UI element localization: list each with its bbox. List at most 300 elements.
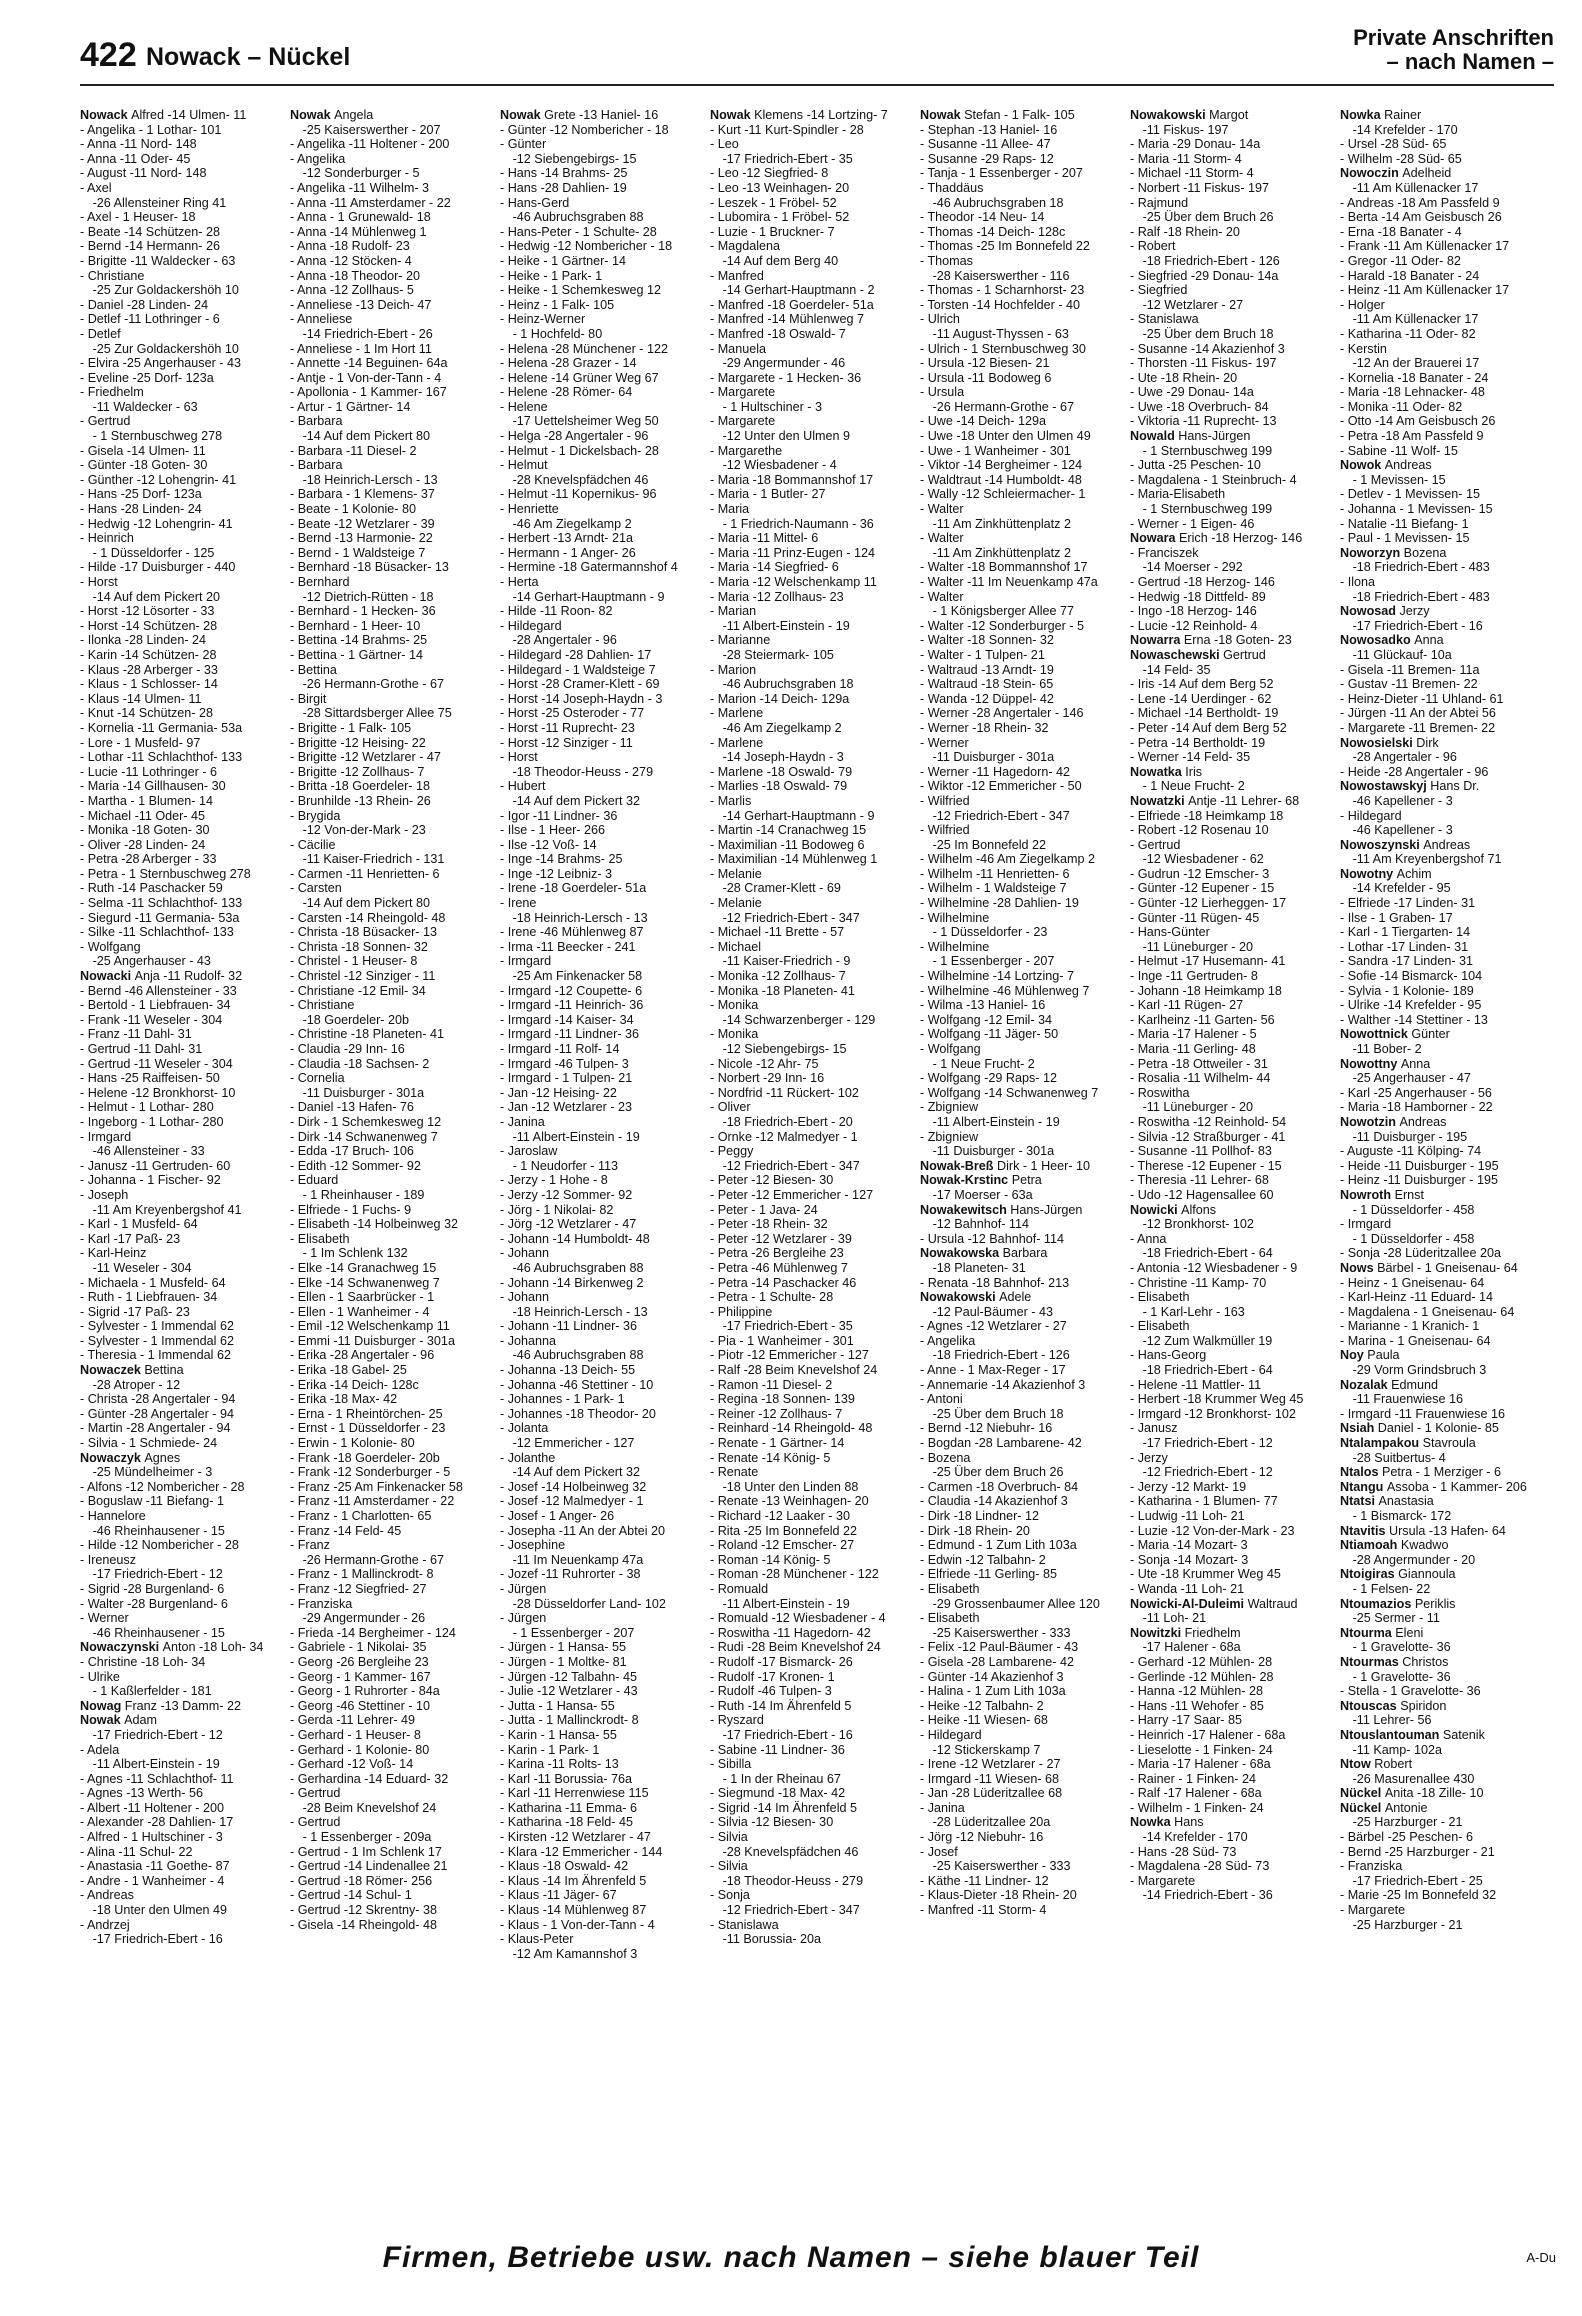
entry-text: -26 Hermann-Grothe - 67	[290, 1552, 444, 1567]
surname: Nowaczyk	[80, 1450, 145, 1465]
entry-text: - Günter -12 Eupener - 15	[1130, 881, 1275, 896]
listing-entry	[920, 1655, 1126, 1670]
entry-text: - Barbara -11 Diesel- 2	[290, 443, 417, 458]
listing-entry	[500, 1670, 706, 1685]
entry-text: -11 Glückauf- 10a	[1340, 647, 1452, 662]
listing-entry	[500, 1582, 706, 1597]
entry-text: -28 Angermunder - 20	[1340, 1552, 1476, 1567]
listing-entry	[80, 560, 286, 575]
listing-entry	[1130, 356, 1336, 371]
listing-entry	[290, 1728, 496, 1743]
listing-entry	[1130, 1203, 1336, 1218]
listing-entry	[500, 750, 706, 765]
entry-text: - Jerzy -12 Sommer- 92	[500, 1187, 633, 1202]
entry-text: - Magdalena - 1 Gneisenau- 64	[1340, 1304, 1515, 1319]
entry-text: - Thomas - 1 Scharnhorst- 23	[920, 283, 1085, 298]
listing-entry	[920, 1640, 1126, 1655]
entry-text: - Horst -12 Sinziger - 11	[500, 735, 633, 750]
listing-entry	[500, 1319, 706, 1334]
listing-entry	[500, 1217, 706, 1232]
entry-text: - Günter -28 Angertaler - 94	[80, 1406, 235, 1421]
listing-entry	[80, 1451, 286, 1466]
entry-text: - Roswitha	[1130, 1085, 1190, 1100]
listing-entry	[1340, 954, 1546, 969]
listing-entry	[500, 444, 706, 459]
entry-text: - Alfons -12 Nombericher - 28	[80, 1479, 245, 1494]
listing-entry	[1130, 1553, 1336, 1568]
listing-entry	[1340, 327, 1546, 342]
entry-text: - Werner	[80, 1611, 129, 1626]
entry-text: - 1 Düsseldorfer - 23	[920, 925, 1048, 940]
listing-entry	[80, 312, 286, 327]
listing-entry	[500, 1451, 706, 1466]
listing-entry	[710, 940, 916, 955]
entry-text: -46 Am Ziegelkamp 2	[500, 516, 632, 531]
listing-entry	[290, 312, 496, 327]
listing-entry	[290, 1801, 496, 1816]
entry-text: - Jolanthe	[500, 1450, 556, 1465]
entry-text: -18 Friedrich-Ebert - 483	[1340, 560, 1490, 575]
entry-text: - Elisabeth	[920, 1581, 980, 1596]
listing-entry	[1340, 794, 1546, 809]
listing-entry	[1130, 969, 1336, 984]
entry-text: - Karl -11 Rügen- 27	[1130, 998, 1244, 1013]
entry-text: - Zbigniew	[920, 1129, 979, 1144]
entry-text: Stefan - 1 Falk- 105	[964, 108, 1075, 122]
listing-entry	[500, 517, 706, 532]
entry-text: -12 Bahnhof- 114	[920, 1217, 1029, 1232]
surname: Ntow	[1340, 1757, 1375, 1772]
listing-entry	[920, 1217, 1126, 1232]
entry-text: - Jürgen	[500, 1611, 547, 1626]
listing-entry	[1130, 1597, 1336, 1612]
listing-entry	[920, 1465, 1126, 1480]
listing-entry	[1130, 1159, 1336, 1174]
entry-text: -14 Friedrich-Ebert - 26	[290, 326, 433, 341]
surname: Nückel	[1340, 1800, 1385, 1815]
listing-entry	[1340, 1378, 1546, 1393]
listing-entry	[290, 1130, 496, 1145]
entry-text: - Anastasia -11 Goethe- 87	[80, 1859, 230, 1874]
listing-entry	[920, 1684, 1126, 1699]
entry-text: - Wilhelmine	[920, 910, 990, 925]
entry-text: Andreas	[1423, 837, 1471, 852]
listing-entry	[500, 969, 706, 984]
entry-text: - Johann -18 Heimkamp 18	[1130, 983, 1282, 998]
entry-text: - Inge -11 Gertruden- 8	[1130, 969, 1258, 984]
entry-text: - Hildegard	[920, 1727, 982, 1742]
entry-text: - Gisela -14 Ulmen- 11	[80, 443, 206, 458]
entry-text: - Anna -11 Amsterdamer - 22	[290, 195, 451, 210]
listing-entry	[80, 1480, 286, 1495]
listing-entry	[80, 458, 286, 473]
listing-entry	[1340, 108, 1546, 123]
listing-entry	[710, 954, 916, 969]
listing-entry	[920, 1815, 1126, 1830]
entry-text: - 1 Kaßlerfelder - 181	[80, 1684, 212, 1699]
entry-text: -12 Stickerskamp 7	[920, 1742, 1041, 1757]
listing-entry	[710, 1144, 916, 1159]
entry-text: -11 Kamp- 102a	[1340, 1742, 1442, 1757]
listing-entry	[290, 371, 496, 386]
listing-entry	[1130, 1232, 1336, 1247]
listing-entry	[710, 487, 916, 502]
entry-text: -28 Angertaler - 96	[1340, 750, 1457, 765]
entry-text: Erna -18 Goten- 23	[1183, 633, 1292, 648]
entry-text: - Erika -28 Angertaler - 96	[290, 1348, 435, 1363]
listing-entry	[80, 1874, 286, 1889]
entry-text: -11 Am Küllenacker 17	[1340, 312, 1479, 327]
listing-entry	[500, 633, 706, 648]
entry-text: - Leo	[710, 137, 739, 152]
listing-entry	[1340, 984, 1546, 999]
entry-text: - Walter -12 Sonderburger - 5	[920, 618, 1085, 633]
listing-entry	[1340, 1713, 1546, 1728]
listing-entry	[1130, 1188, 1336, 1203]
entry-text: -11 Weseler - 304	[80, 1260, 192, 1275]
entry-text: -14 Joseph-Haydn - 3	[710, 750, 844, 765]
entry-text: - Gerlinde -12 Mühlen- 28	[1130, 1669, 1274, 1684]
listing-entry	[290, 210, 496, 225]
entry-text: - Franciszek	[1130, 545, 1199, 560]
entry-text: - Franz -14 Feld- 45	[290, 1523, 402, 1538]
surname: Nowka	[1130, 1815, 1175, 1830]
surname: Ntourmas	[1340, 1654, 1403, 1669]
entry-text: - Uwe - 1 Wanheimer - 301	[920, 443, 1071, 458]
footer-note: Firmen, Betriebe usw. nach Namen – siehe blauer Teil	[382, 2241, 1200, 2274]
listing-entry	[1340, 1159, 1546, 1174]
entry-text: - Franz -12 Siegfried- 27	[290, 1581, 427, 1596]
entry-text: -11 Albert-Einstein - 19	[710, 1596, 850, 1611]
entry-text: - Gerhardina -14 Eduard- 32	[290, 1771, 449, 1786]
entry-text: - Heinrich	[80, 531, 134, 546]
surname: Nowatzki	[1130, 793, 1189, 808]
surname: Ntouscas	[1340, 1698, 1401, 1713]
listing-entry	[920, 137, 1126, 152]
entry-text: - Janusz -11 Gertruden- 60	[80, 1158, 231, 1173]
listing-entry	[920, 1903, 1126, 1918]
listing-entry	[290, 458, 496, 473]
listing-entry	[80, 531, 286, 546]
listing-entry	[290, 517, 496, 532]
listing-entry	[80, 925, 286, 940]
listing-entry	[710, 283, 916, 298]
entry-text: - 1 Gravelotte- 36	[1340, 1640, 1451, 1655]
listing-entry	[920, 531, 1126, 546]
listing-entry	[290, 765, 496, 780]
entry-text: - Marlies -18 Oswald- 79	[710, 779, 848, 794]
listing-entry	[710, 1232, 916, 1247]
listing-entry	[500, 385, 706, 400]
page-number: 422	[80, 36, 137, 74]
listing-entry	[80, 371, 286, 386]
entry-text: - Jürgen - 1 Hansa- 55	[500, 1640, 626, 1655]
listing-entry	[710, 371, 916, 386]
listing-entry	[920, 1173, 1126, 1188]
entry-text: - Jörg - 1 Nikolai- 82	[500, 1202, 614, 1217]
entry-text: - Jolanta	[500, 1421, 549, 1436]
entry-text: - Sigrid -17 Paß- 23	[80, 1304, 190, 1319]
listing-entry	[290, 1319, 496, 1334]
entry-text: -11 Bober- 2	[1340, 1042, 1422, 1056]
listing-entry	[1340, 663, 1546, 678]
entry-text: - Jürgen -12 Talbahn- 45	[500, 1669, 637, 1684]
listing-entry	[80, 137, 286, 152]
listing-entry	[920, 385, 1126, 400]
entry-text: Bärbel - 1 Gneisenau- 64	[1377, 1260, 1518, 1275]
listing-entry	[1130, 152, 1336, 167]
listing-entry	[710, 152, 916, 167]
listing-entry	[290, 896, 496, 911]
entry-text: Stavroula	[1422, 1436, 1476, 1451]
listing-entry	[500, 327, 706, 342]
listing-entry	[290, 1494, 496, 1509]
entry-text: - Renate	[710, 1465, 759, 1480]
listing-entry	[500, 1378, 706, 1393]
entry-text: - 1 Hultschiner - 3	[710, 399, 822, 414]
listing-entry	[500, 137, 706, 152]
listing-entry	[920, 1246, 1126, 1261]
entry-text: - Franz	[290, 1538, 330, 1553]
listing-entry	[1130, 414, 1336, 429]
listing-entry	[710, 1509, 916, 1524]
entry-text: - Heinrich -17 Halener - 68a	[1130, 1727, 1286, 1742]
entry-text: - Maria -14 Gillhausen- 30	[80, 779, 226, 794]
listing-entry	[500, 1859, 706, 1874]
entry-text: - Lucie -11 Lothringer - 6	[80, 764, 217, 779]
listing-entry	[1340, 1801, 1546, 1816]
listing-entry	[1340, 1071, 1546, 1086]
entry-text: - Hedwig -12 Lohengrin- 41	[80, 516, 233, 531]
entry-text: - Johanna - 1 Fischer- 92	[80, 1173, 221, 1188]
listing-entry	[290, 911, 496, 926]
listing-entry	[1340, 181, 1546, 196]
entry-text: -26 Masurenallee 430	[1340, 1771, 1475, 1786]
listing-entry	[500, 984, 706, 999]
entry-text: -11 Am Zinkhüttenplatz 2	[920, 516, 1071, 531]
listing-entry	[920, 852, 1126, 867]
entry-text: - Martin -14 Cranachweg 15	[710, 823, 867, 838]
entry-text: - Franz - 1 Charlotten- 65	[290, 1509, 432, 1523]
listing-entry	[290, 1436, 496, 1451]
entry-text: - Angelika - 1 Lothar- 101	[80, 122, 222, 137]
entry-text: - Irmgard -11 Lindner- 36	[500, 1027, 640, 1042]
entry-text: - Wolfgang -12 Emil- 34	[920, 1012, 1053, 1027]
listing-entry	[920, 1188, 1126, 1203]
entry-text: - Michaela - 1 Musfeld- 64	[80, 1275, 226, 1290]
listing-entry	[920, 269, 1126, 284]
entry-text: - Cäcilie	[290, 837, 336, 852]
entry-text: - Gabriele - 1 Nikolai- 35	[290, 1640, 427, 1655]
entry-text: - Katharina -11 Emma- 6	[500, 1800, 637, 1815]
entry-text: - Susanne -11 Allee- 47	[920, 137, 1051, 152]
entry-text: - Ramon -11 Diesel- 2	[710, 1377, 833, 1392]
entry-text: - Ryszard	[710, 1713, 764, 1728]
entry-text: -46 Allensteiner - 33	[80, 1144, 205, 1159]
listing-entry	[1340, 254, 1546, 269]
listing-entry	[500, 706, 706, 721]
listing-entry	[920, 1538, 1126, 1553]
entry-text: - Marion	[710, 662, 757, 677]
listing-entry	[920, 1305, 1126, 1320]
listing-entry	[920, 1524, 1126, 1539]
entry-text: - Andrzej	[80, 1917, 130, 1932]
listing-entry	[500, 1421, 706, 1436]
entry-text: - Siegfried	[1130, 283, 1188, 298]
entry-text: - Ursula -11 Bodoweg 6	[920, 370, 1052, 385]
listing-entry	[80, 633, 286, 648]
entry-text: - Petra -46 Mühlenweg 7	[710, 1260, 848, 1275]
listing-entry	[80, 1071, 286, 1086]
entry-text: - Frieda -14 Bergheimer - 124	[290, 1625, 456, 1640]
entry-text: - Renate -13 Weinhagen- 20	[710, 1494, 869, 1509]
listing-entry	[1340, 546, 1546, 561]
entry-text: -25 Im Bonnefeld 22	[920, 837, 1047, 852]
entry-text: -11 Kaiser-Friedrich - 131	[290, 852, 445, 867]
listing-entry	[920, 560, 1126, 575]
surname: Ntoumazios	[1340, 1596, 1415, 1611]
entry-text: - Brunhilde -13 Rhein- 26	[290, 793, 431, 808]
entry-text: Alfred -14 Ulmen- 11	[131, 108, 247, 122]
listing-entry	[290, 604, 496, 619]
listing-entry	[290, 1509, 496, 1524]
entry-text: - Roswitha -11 Hagedorn- 42	[710, 1625, 871, 1640]
listing-entry	[1340, 269, 1546, 284]
entry-text: Hans Dr.	[1430, 779, 1480, 794]
listing-entry	[500, 1713, 706, 1728]
entry-text: - Oliver	[710, 1100, 751, 1115]
listing-entry	[290, 1684, 496, 1699]
entry-text: - Ursula -12 Biesen- 21	[920, 356, 1050, 371]
entry-text: - Johanna	[500, 1333, 557, 1348]
entry-text: - Carmen -11 Henrietten- 6	[290, 866, 440, 881]
listing-entry	[1130, 823, 1336, 838]
listing-entry	[920, 750, 1126, 765]
entry-text: - Christel -12 Sinziger - 11	[290, 969, 436, 984]
entry-text: Alfons	[1181, 1202, 1217, 1217]
entry-text: Giannoula	[1398, 1567, 1456, 1582]
listing-entry	[920, 166, 1126, 181]
listing-entry	[1130, 1801, 1336, 1816]
listing-entry	[500, 1801, 706, 1816]
listing-entry	[710, 1538, 916, 1553]
entry-text: - Kornelia -18 Banater - 24	[1340, 370, 1489, 385]
entry-text: Adelheid	[1402, 166, 1452, 181]
entry-text: - Sylvester - 1 Immendal 62	[80, 1319, 234, 1334]
listing-entry	[710, 1276, 916, 1291]
listing-entry	[290, 531, 496, 546]
entry-text: - Pia - 1 Wanheimer - 301	[710, 1333, 854, 1348]
entry-text: -46 Aubruchsgraben 88	[500, 1260, 644, 1275]
entry-text: - 1 Im Schlenk 132	[290, 1246, 408, 1261]
entry-text: - Boguslaw -11 Biefang- 1	[80, 1494, 224, 1509]
listing-entry	[290, 823, 496, 838]
entry-text: - Susanne -14 Akazienhof 3	[1130, 341, 1285, 356]
entry-text: - Magdalena - 1 Steinbruch- 4	[1130, 472, 1297, 487]
entry-text: - Ilonka -28 Linden- 24	[80, 633, 207, 648]
listing-entry	[1340, 517, 1546, 532]
listing-entry	[710, 1348, 916, 1363]
listing-entry	[500, 911, 706, 926]
entry-text: - Marian	[710, 604, 757, 619]
listing-entry	[290, 1378, 496, 1393]
entry-text: -28 Atroper - 12	[80, 1377, 181, 1392]
listing-entry	[920, 1290, 1126, 1305]
entry-text: - Maria -11 Gerling- 48	[1130, 1042, 1256, 1056]
entry-text: - Edmund - 1 Zum Lith 103a	[920, 1538, 1077, 1553]
entry-text: - Werner -18 Rhein- 32	[920, 720, 1049, 735]
listing-entry	[920, 1130, 1126, 1145]
listing-entry	[500, 371, 706, 386]
entry-text: -18 Friedrich-Ebert - 126	[920, 1348, 1070, 1363]
entry-text: - Michael -14 Bertholdt- 19	[1130, 706, 1279, 721]
listing-entry	[1130, 517, 1336, 532]
entry-text: - Petra -18 Am Passfeld 9	[1340, 429, 1484, 444]
surname: Nowak	[710, 108, 755, 122]
listing-entry	[80, 123, 286, 138]
listing-entry	[920, 1436, 1126, 1451]
entry-text: - Günter -14 Akazienhof 3	[920, 1669, 1064, 1684]
listing-entry	[1340, 502, 1546, 517]
entry-text: - Petra - 1 Sternbuschweg 278	[80, 866, 251, 881]
entry-text: - Johanna -13 Deich- 55	[500, 1363, 636, 1378]
listing-entry	[290, 750, 496, 765]
listing-entry	[290, 925, 496, 940]
entry-text: - Brigitte - 1 Falk- 105	[290, 720, 412, 735]
entry-text: - Peter -12 Emmericher - 127	[710, 1187, 874, 1202]
listing-entry	[710, 181, 916, 196]
entry-text: - Maria -17 Halener - 68a	[1130, 1757, 1271, 1772]
entry-text: - 1 In der Rheinau 67	[710, 1771, 841, 1786]
listing-entry	[1340, 1130, 1546, 1145]
listing-entry	[710, 1086, 916, 1101]
entry-text: Margot	[1209, 108, 1249, 122]
listing-entry	[500, 896, 706, 911]
listing-entry	[1340, 633, 1546, 648]
listing-entry	[290, 1597, 496, 1612]
entry-text: -12 Wiesbadener - 4	[710, 458, 837, 473]
entry-text: - Irmgard -12 Coupette- 6	[500, 983, 643, 998]
listing-entry	[1340, 896, 1546, 911]
entry-text: - Werner -28 Angertaler - 146	[920, 706, 1084, 721]
entry-text: - Helmut -11 Kopernikus- 96	[500, 487, 657, 502]
listing-entry	[500, 1188, 706, 1203]
entry-text: - Johannes - 1 Park- 1	[500, 1392, 625, 1407]
entry-text: - Elisabeth	[290, 1231, 350, 1246]
entry-text: - Dirk -18 Lindner- 12	[920, 1509, 1039, 1523]
listing-entry	[290, 1203, 496, 1218]
listing-entry	[1130, 1524, 1336, 1539]
listing-entry	[290, 940, 496, 955]
listing-entry	[500, 239, 706, 254]
listing-entry	[1130, 1392, 1336, 1407]
listing-entry	[290, 794, 496, 809]
entry-text: - Georg - 1 Kammer- 167	[290, 1669, 431, 1684]
listing-entry	[1130, 1276, 1336, 1291]
listing-entry	[80, 1348, 286, 1363]
entry-text: - Josef - 1 Anger- 26	[500, 1509, 615, 1523]
listing-entry	[80, 1626, 286, 1641]
listing-entry	[290, 342, 496, 357]
entry-text: - Walter	[920, 589, 964, 604]
entry-text: - Karlheinz -11 Garten- 56	[1130, 1012, 1275, 1027]
entry-text: - Hermann - 1 Anger- 26	[500, 545, 636, 560]
listing-entry	[290, 137, 496, 152]
entry-text: -11 Duisburger - 195	[1340, 1129, 1468, 1144]
listing-entry	[710, 838, 916, 853]
entry-text: - Beate -14 Schützen- 28	[80, 224, 221, 239]
listing-entry	[920, 721, 1126, 736]
